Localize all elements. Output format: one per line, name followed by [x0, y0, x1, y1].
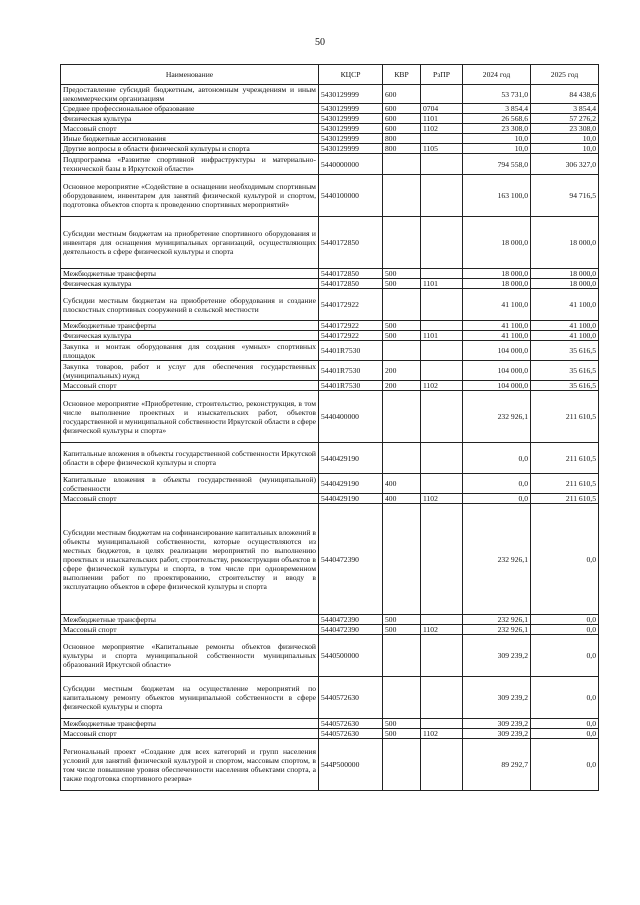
row-kvr [383, 391, 421, 443]
table-row [61, 381, 599, 391]
row-name: Предоставление субсидий бюджетным, автономным учреждениям и иным некоммерческим организациям [61, 85, 319, 104]
row-rzpr [421, 391, 463, 443]
row-kcsr: 5430129999 [319, 104, 383, 114]
row-2024: 0,0 [463, 474, 531, 494]
row-2024: 104 000,0 [463, 381, 531, 391]
row-kvr: 500 [383, 615, 421, 625]
row-name: Среднее профессиональное образование [61, 104, 319, 114]
table-row [61, 504, 599, 615]
table-row [61, 85, 599, 104]
row-rzpr [421, 635, 463, 677]
row-kcsr: 5440472390 [319, 625, 383, 635]
row-name: Субсидии местным бюджетам на осуществление мероприятий по капитальному ремонту объектов муниципальной собственности в сфере физической культуры и спорта [61, 677, 319, 719]
row-rzpr: 1102 [421, 494, 463, 504]
table-row [61, 134, 599, 144]
row-2025: 0,0 [531, 677, 599, 719]
row-2025: 0,0 [531, 615, 599, 625]
row-2024: 232 926,1 [463, 625, 531, 635]
row-kvr [383, 443, 421, 474]
row-2024: 10,0 [463, 134, 531, 144]
row-kcsr: 54401R7530 [319, 341, 383, 361]
row-2024: 232 926,1 [463, 615, 531, 625]
row-kcsr: 5440172850 [319, 279, 383, 289]
row-kvr: 600 [383, 114, 421, 124]
row-rzpr [421, 217, 463, 269]
row-kvr: 500 [383, 279, 421, 289]
row-rzpr [421, 289, 463, 321]
row-name: Региональный проект «Создание для всех категорий и групп населения условий для занятий физической культурой и спортом, массовым спортом, в том числе повышение уровня обеспеченности населения объектами спорта, а также подготовка спортивного резерва» [61, 739, 319, 791]
row-name: Межбюджетные трансферты [61, 269, 319, 279]
row-2025: 41 100,0 [531, 289, 599, 321]
page-number: 50 [315, 37, 325, 48]
row-kcsr: 5430129999 [319, 124, 383, 134]
row-rzpr: 1101 [421, 114, 463, 124]
row-rzpr [421, 134, 463, 144]
row-2024: 89 292,7 [463, 739, 531, 791]
row-name: Физическая культура [61, 331, 319, 341]
row-kcsr: 544P500000 [319, 739, 383, 791]
row-name: Физическая культура [61, 279, 319, 289]
row-kvr: 500 [383, 331, 421, 341]
row-name: Основное мероприятие «Приобретение, строительство, реконструкция, в том числе выполнение проектных и изыскательских работ, объектов государственной и муниципальной собственности Иркутской области в сфере физической культуры и спорта» [61, 391, 319, 443]
row-2024: 41 100,0 [463, 331, 531, 341]
row-2025: 306 327,0 [531, 154, 599, 175]
row-name: Другие вопросы в области физической культуры и спорта [61, 144, 319, 154]
table-row [61, 494, 599, 504]
table-row [61, 677, 599, 719]
row-name: Субсидии местным бюджетам на приобретение оборудования и создание плоскостных спортивных сооружений в сельской местности [61, 289, 319, 321]
row-name: Межбюджетные трансферты [61, 321, 319, 331]
row-2025: 84 438,6 [531, 85, 599, 104]
row-2025: 211 610,5 [531, 391, 599, 443]
row-kcsr: 5440572630 [319, 729, 383, 739]
header-2025: 2025 год [531, 65, 599, 85]
row-2024: 309 239,2 [463, 719, 531, 729]
row-2024: 232 926,1 [463, 391, 531, 443]
row-2024: 104 000,0 [463, 341, 531, 361]
header-name: Наименование [61, 65, 319, 85]
row-2024: 41 100,0 [463, 289, 531, 321]
row-kcsr: 5440000000 [319, 154, 383, 175]
row-2025: 18 000,0 [531, 269, 599, 279]
table-row [61, 269, 599, 279]
row-kcsr: 5430129999 [319, 144, 383, 154]
row-kcsr: 5430129999 [319, 114, 383, 124]
row-name: Субсидии местным бюджетам на софинансирование капитальных вложений в объекты муниципальной собственности, которые осуществляются из местных бюджетов, в целях реализации мероприятий по выполнению проектных и изыскательских работ, строительству, реконструкции объектов в сфере физической культуры и спорта, в том числе при одновременном выполнении работ по проектированию, строительству и вводу в эксплуатацию объектов в сфере физической культуры и спорта [61, 504, 319, 615]
row-name: Капитальные вложения в объекты государственной собственности Иркутской области в сфере физической культуры и спорта [61, 443, 319, 474]
row-kvr: 200 [383, 361, 421, 381]
row-rzpr: 1102 [421, 124, 463, 134]
row-rzpr: 1101 [421, 331, 463, 341]
table-row [61, 391, 599, 443]
row-kvr: 500 [383, 321, 421, 331]
row-2024: 309 239,2 [463, 729, 531, 739]
row-kvr: 500 [383, 729, 421, 739]
row-2024: 18 000,0 [463, 279, 531, 289]
row-rzpr [421, 85, 463, 104]
row-kvr [383, 154, 421, 175]
table-row [61, 104, 599, 114]
row-name: Капитальные вложения в объекты государственной (муниципальной) собственности [61, 474, 319, 494]
row-2025: 41 100,0 [531, 331, 599, 341]
row-name: Закупка и монтаж оборудования для создания «умных» спортивных площадок [61, 341, 319, 361]
row-2024: 232 926,1 [463, 504, 531, 615]
table-row [61, 279, 599, 289]
row-kcsr: 5440400000 [319, 391, 383, 443]
row-name: Межбюджетные трансферты [61, 615, 319, 625]
row-name: Закупка товаров, работ и услуг для обеспечения государственных (муниципальных) нужд [61, 361, 319, 381]
row-kvr [383, 175, 421, 217]
row-kcsr: 54401R7530 [319, 361, 383, 381]
row-name: Физическая культура [61, 114, 319, 124]
row-rzpr [421, 154, 463, 175]
row-rzpr [421, 739, 463, 791]
header-kvr: КВР [383, 65, 421, 85]
table-row [61, 341, 599, 361]
row-kvr: 600 [383, 104, 421, 114]
row-2024: 309 239,2 [463, 635, 531, 677]
row-name: Иные бюджетные ассигнования [61, 134, 319, 144]
row-kvr [383, 739, 421, 791]
row-rzpr: 1105 [421, 144, 463, 154]
row-kcsr: 5440572630 [319, 719, 383, 729]
row-name: Массовый спорт [61, 625, 319, 635]
row-2024: 163 100,0 [463, 175, 531, 217]
row-kcsr: 5430129999 [319, 85, 383, 104]
row-2025: 0,0 [531, 504, 599, 615]
row-rzpr [421, 677, 463, 719]
row-2025: 0,0 [531, 635, 599, 677]
row-2024: 309 239,2 [463, 677, 531, 719]
row-rzpr: 1101 [421, 279, 463, 289]
row-kcsr: 5440472390 [319, 504, 383, 615]
row-2025: 0,0 [531, 739, 599, 791]
table-row [61, 289, 599, 321]
row-2024: 53 731,0 [463, 85, 531, 104]
row-kvr: 600 [383, 85, 421, 104]
row-2025: 0,0 [531, 729, 599, 739]
row-2025: 0,0 [531, 719, 599, 729]
row-name: Массовый спорт [61, 494, 319, 504]
row-2024: 104 000,0 [463, 361, 531, 381]
row-rzpr [421, 361, 463, 381]
row-kcsr: 5440500000 [319, 635, 383, 677]
row-kcsr: 5440172922 [319, 331, 383, 341]
row-2024: 0,0 [463, 443, 531, 474]
row-2024: 26 568,6 [463, 114, 531, 124]
row-kvr: 800 [383, 144, 421, 154]
row-2025: 18 000,0 [531, 279, 599, 289]
row-rzpr [421, 321, 463, 331]
row-kvr: 500 [383, 719, 421, 729]
table-row [61, 635, 599, 677]
row-kcsr: 5440100000 [319, 175, 383, 217]
row-rzpr [421, 615, 463, 625]
row-rzpr [421, 504, 463, 615]
row-kcsr: 5440172922 [319, 289, 383, 321]
row-kvr: 400 [383, 494, 421, 504]
row-2025: 94 716,5 [531, 175, 599, 217]
row-2025: 211 610,5 [531, 474, 599, 494]
row-name: Межбюджетные трансферты [61, 719, 319, 729]
row-kcsr: 5440172850 [319, 269, 383, 279]
row-2025: 10,0 [531, 144, 599, 154]
table-row [61, 625, 599, 635]
table-row [61, 474, 599, 494]
header-kcsr: КЦСР [319, 65, 383, 85]
row-2024: 18 000,0 [463, 269, 531, 279]
row-kvr: 200 [383, 381, 421, 391]
row-rzpr: 1102 [421, 729, 463, 739]
table-row [61, 217, 599, 269]
row-kcsr: 5440172922 [319, 321, 383, 331]
row-kvr: 800 [383, 134, 421, 144]
row-2025: 3 854,4 [531, 104, 599, 114]
row-name: Субсидии местным бюджетам на приобретение спортивного оборудования и инвентаря для оснащения муниципальных организаций, осуществляющих деятельность в сфере физической культуры и спорта [61, 217, 319, 269]
row-kvr [383, 217, 421, 269]
table-row [61, 124, 599, 134]
header-rzpr: РзПР [421, 65, 463, 85]
table-row [61, 114, 599, 124]
table-header-row [61, 65, 599, 85]
table-row [61, 615, 599, 625]
row-2025: 35 616,5 [531, 381, 599, 391]
row-kvr [383, 677, 421, 719]
row-2024: 0,0 [463, 494, 531, 504]
row-kcsr: 5440429190 [319, 494, 383, 504]
table-row [61, 729, 599, 739]
row-rzpr [421, 443, 463, 474]
row-kcsr: 5440429190 [319, 443, 383, 474]
row-name: Основное мероприятие «Содействие в оснащении необходимым спортивным оборудованием, инвентарем для занятий физической культурой и спортом, подготовка объектов спорта к проведению спортивных мероприятий» [61, 175, 319, 217]
row-2025: 10,0 [531, 134, 599, 144]
row-name: Основное мероприятие «Капитальные ремонты объектов физической культуры и спорта муниципальной собственности муниципальных образований Иркутской области» [61, 635, 319, 677]
row-2024: 41 100,0 [463, 321, 531, 331]
row-2025: 35 616,5 [531, 341, 599, 361]
row-2024: 18 000,0 [463, 217, 531, 269]
table-row [61, 361, 599, 381]
row-kvr: 600 [383, 124, 421, 134]
table-row [61, 331, 599, 341]
row-2025: 211 610,5 [531, 494, 599, 504]
row-2025: 23 308,0 [531, 124, 599, 134]
row-kcsr: 5440572630 [319, 677, 383, 719]
row-2024: 3 854,4 [463, 104, 531, 114]
table-row [61, 321, 599, 331]
header-2024: 2024 год [463, 65, 531, 85]
row-kvr [383, 289, 421, 321]
row-2024: 23 308,0 [463, 124, 531, 134]
table-row [61, 144, 599, 154]
row-2025: 41 100,0 [531, 321, 599, 331]
table-body [61, 85, 599, 791]
row-2024: 10,0 [463, 144, 531, 154]
row-kvr: 400 [383, 474, 421, 494]
table-row [61, 175, 599, 217]
row-kcsr: 5440429190 [319, 474, 383, 494]
row-name: Подпрограмма «Развитие спортивной инфраструктуры и материально- технической базы в Иркутской области» [61, 154, 319, 175]
row-name: Массовый спорт [61, 124, 319, 134]
row-name: Массовый спорт [61, 381, 319, 391]
row-2024: 794 558,0 [463, 154, 531, 175]
table-row [61, 739, 599, 791]
table-row [61, 443, 599, 474]
row-kcsr: 5440172850 [319, 217, 383, 269]
row-rzpr [421, 474, 463, 494]
row-rzpr [421, 341, 463, 361]
row-kvr: 500 [383, 625, 421, 635]
row-2025: 35 616,5 [531, 361, 599, 381]
row-rzpr: 1102 [421, 381, 463, 391]
table-row [61, 154, 599, 175]
row-kcsr: 54401R7530 [319, 381, 383, 391]
row-2025: 0,0 [531, 625, 599, 635]
row-rzpr: 0704 [421, 104, 463, 114]
row-kvr [383, 341, 421, 361]
row-kcsr: 5430129999 [319, 134, 383, 144]
budget-table [60, 64, 599, 791]
row-kvr: 500 [383, 269, 421, 279]
row-name: Массовый спорт [61, 729, 319, 739]
row-kvr [383, 635, 421, 677]
row-rzpr [421, 175, 463, 217]
table-row [61, 719, 599, 729]
row-2025: 18 000,0 [531, 217, 599, 269]
row-kcsr: 5440472390 [319, 615, 383, 625]
row-rzpr [421, 269, 463, 279]
row-rzpr: 1102 [421, 625, 463, 635]
row-kvr [383, 504, 421, 615]
row-rzpr [421, 719, 463, 729]
row-2025: 57 276,2 [531, 114, 599, 124]
row-2025: 211 610,5 [531, 443, 599, 474]
